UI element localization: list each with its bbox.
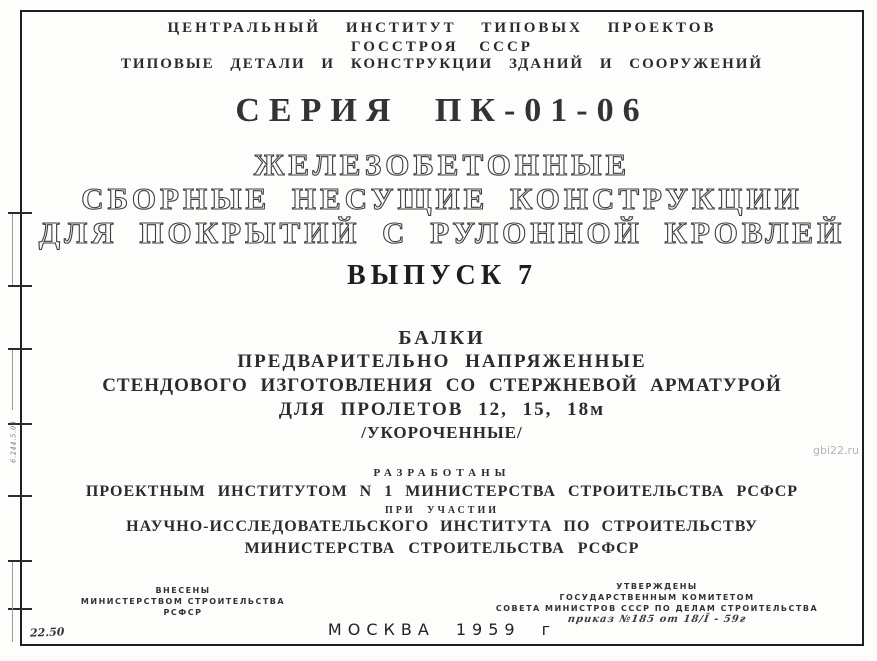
submitted-by-line2: МИНИСТЕРСТВОМ СТРОИТЕЛЬСТВА: [80, 597, 286, 606]
submitted-by-line1: ВНЕСЕНЫ: [155, 586, 211, 595]
fold-line: [12, 562, 13, 642]
subject-fabrication: СТЕНДОВОГО ИЗГОТОВЛЕНИЯ СО СТЕРЖНЕВОЙ АРМАТУРОЙ: [102, 375, 782, 396]
header-institute: ЦЕНТРАЛЬНЫЙ ИНСТИТУТ ТИПОВЫХ ПРОЕКТОВ: [167, 20, 717, 36]
developed-research-institute: НАУЧНО-ИССЛЕДОВАТЕЛЬСКОГО ИНСТИТУТА ПО СТРОИТЕЛЬСТВУ: [126, 518, 758, 535]
fold-line: [12, 350, 13, 410]
developed-with-participation: ПРИ УЧАСТИИ: [384, 505, 499, 516]
fold-line: [12, 214, 13, 285]
subject-prestressed: ПРЕДВАРИТЕЛЬНО НАПРЯЖЕННЫЕ: [237, 351, 647, 372]
developed-ministry: МИНИСТЕРСТВА СТРОИТЕЛЬСТВА РСФСР: [244, 540, 640, 557]
subject-beams: БАЛКИ: [398, 327, 486, 349]
site-watermark: gbi22.ru: [813, 444, 860, 457]
city-year: МОСКВА 1959 г: [327, 620, 557, 639]
approved-by-line1: УТВЕРЖДЕНЫ: [616, 582, 698, 591]
order-note-handwritten: приказ №185 от 18/Ī - 59г: [566, 614, 748, 625]
left-margin-scribble: 6.244.5.08: [10, 420, 18, 463]
subject-spans: ДЛЯ ПРОЛЕТОВ 12, 15, 18м: [278, 399, 606, 420]
approved-by-stamp: [492, 581, 822, 625]
main-title-line1: ЖЕЛЕЗОБЕТОННЫЕ: [253, 147, 631, 182]
header-series-line: ТИПОВЫЕ ДЕТАЛИ И КОНСТРУКЦИИ ЗДАНИЙ И СООРУЖЕНИЙ: [120, 56, 764, 72]
issue-number: ВЫПУСК 7: [346, 260, 538, 291]
bottom-left-handwritten-note: 22.50: [29, 625, 65, 640]
main-title-line3: ДЛЯ ПОКРЫТИЙ С РУЛОННОЙ КРОВЛЕЙ: [38, 215, 846, 250]
main-title-line2: СБОРНЫЕ НЕСУЩИЕ КОНСТРУКЦИИ: [81, 181, 803, 216]
approved-by-line2: ГОСУДАРСТВЕННЫМ КОМИТЕТОМ: [559, 593, 755, 602]
developed-institute: ПРОЕКТНЫМ ИНСТИТУТОМ N 1 МИНИСТЕРСТВА СТРОИТЕЛЬСТВА РСФСР: [85, 483, 799, 500]
developed-heading: РАЗРАБОТАНЫ: [373, 467, 511, 479]
series-title: СЕРИЯ ПК-01-06: [235, 92, 649, 129]
submitted-by-stamp: [58, 585, 308, 618]
subject-shortened: /УКОРОЧЕННЫЕ/: [361, 423, 523, 442]
submitted-by-line3: РСФСР: [163, 608, 203, 617]
approved-by-line3: СОВЕТА МИНИСТРОВ СССР ПО ДЕЛАМ СТРОИТЕЛЬСТВА: [495, 604, 819, 613]
header-org: ГОССТРОЯ СССР: [351, 39, 533, 55]
